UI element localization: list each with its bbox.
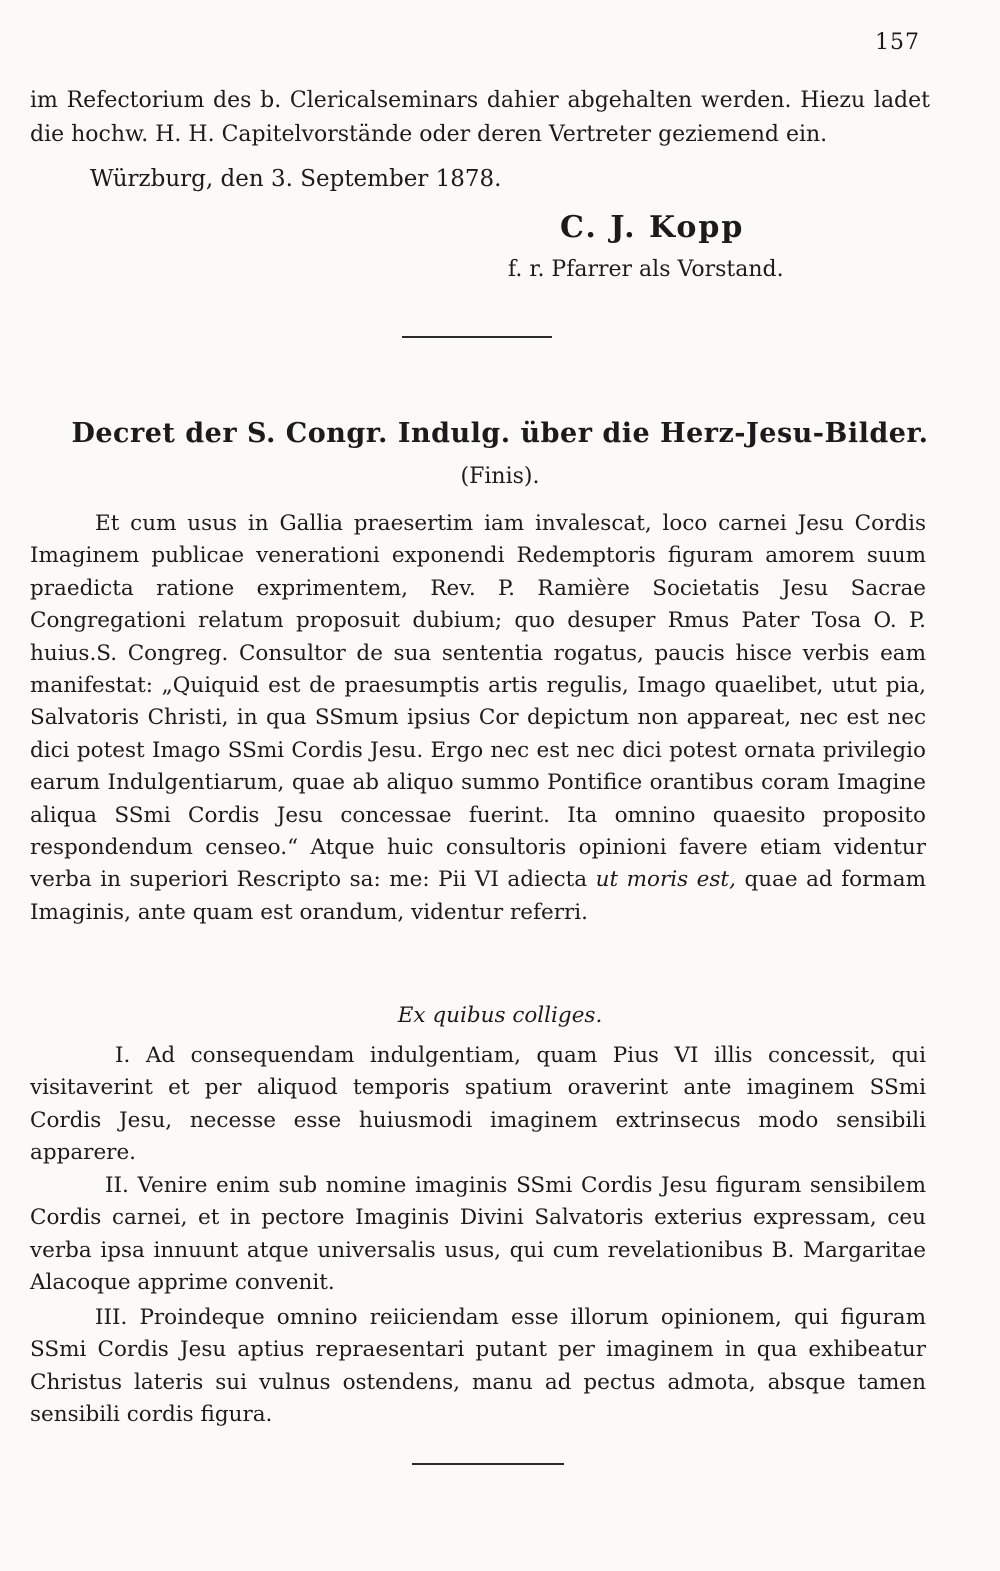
item-number: III. [95,1305,128,1330]
main-paragraph-italic: ut moris est, [595,867,736,893]
main-paragraph-text: Et cum usus in Gallia praesertim iam invalescat, loco carnei Jesu Cordis Imaginem publicae venerationi exponendi Redemptoris figuram amorem suum praedicta ratione exprimentem, Rev. P. Ramière Societatis Jesu Sacrae Congregationi relatum proposuit dubium; quo desuper Rmus Pater Tosa O. P. huius.S. Congreg. Consultor de sua sententia rogatus, paucis hisce verbis eam manifestat: „Quiquid est de praesumptis artis regulis, Imago quaelibet, utut pia, Salvatoris Christi, in qua SSmum ipsius Cor depictum non appareat, nec est nec dici potest Imago SSmi Cordis Jesu. Ergo nec est nec dici potest ornata privilegio earum Indulgentiarum, quae ab aliquo summo Pontifice orantibus coram Imagine aliqua SSmi Cordis Jesu concessae fuerint. Ita omnino quaesito proposito respondendum censeo.“ Atque huic consultoris opinioni favere etiam videntur verba in superiori Rescripto sa: me: Pii VI adiecta [30,511,926,893]
item-text: Ad consequendam indulgentiam, quam Pius VI illis concessit, qui visitaverint et per aliquod temporis spatium oraverint ante imaginem SSmi Cordis Jesu, necesse esse huiusmodi imaginem extrinsecus modo sensibili apparere. [30,1043,926,1166]
decree-main-paragraph [30,508,926,929]
conclusion-item [30,1170,926,1300]
section-divider [402,336,552,338]
decree-heading: Decret der S. Congr. Indulg. über die Herz-Jesu-Bilder. [71,418,929,449]
page-number: 157 [875,30,920,55]
conclusion-item [30,1302,926,1432]
item-text: Venire enim sub nomine imaginis SSmi Cordis Jesu figuram sensibilem Cordis carnei, et in pectore Imaginis Divini Salvatoris exterius expressam, ceu verba ipsa innuunt atque universalis usus, qui cum revelationibus B. Margaritae Alacoque apprime convenit. [30,1173,926,1296]
intro-paragraph: im Refectorium des b. Clericalseminars dahier abgehalten werden. Hiezu ladet die hochw. H. H. Capitelvorstände oder deren Vertreter geziemend ein. [30,88,930,147]
page-end-divider [412,1463,564,1465]
signature-name: C. J. Kopp [560,210,745,245]
conclusion-item [30,1040,926,1170]
signature-role: f. r. Pfarrer als Vorstand. [508,257,784,282]
item-number: I. [115,1043,131,1068]
item-text: Proindeque omnino reiiciendam esse illorum opinionem, qui figuram SSmi Cordis Jesu aptius repraesentari putant per imaginem in qua exhibeatur Christus lateris sui vulnus ostendens, manu ad pectus admota, absque tamen sensibili cordis figura. [30,1305,926,1428]
conclusions-subheading: Ex quibus colliges. [397,1003,603,1028]
dateline: Würzburg, den 3. September 1878. [90,166,502,192]
item-number: II. [105,1173,129,1198]
main-paragraph-end: quae ad formam Imaginis, ante quam est orandum, videntur referri. [30,867,926,925]
decree-subtitle: (Finis). [460,464,540,489]
